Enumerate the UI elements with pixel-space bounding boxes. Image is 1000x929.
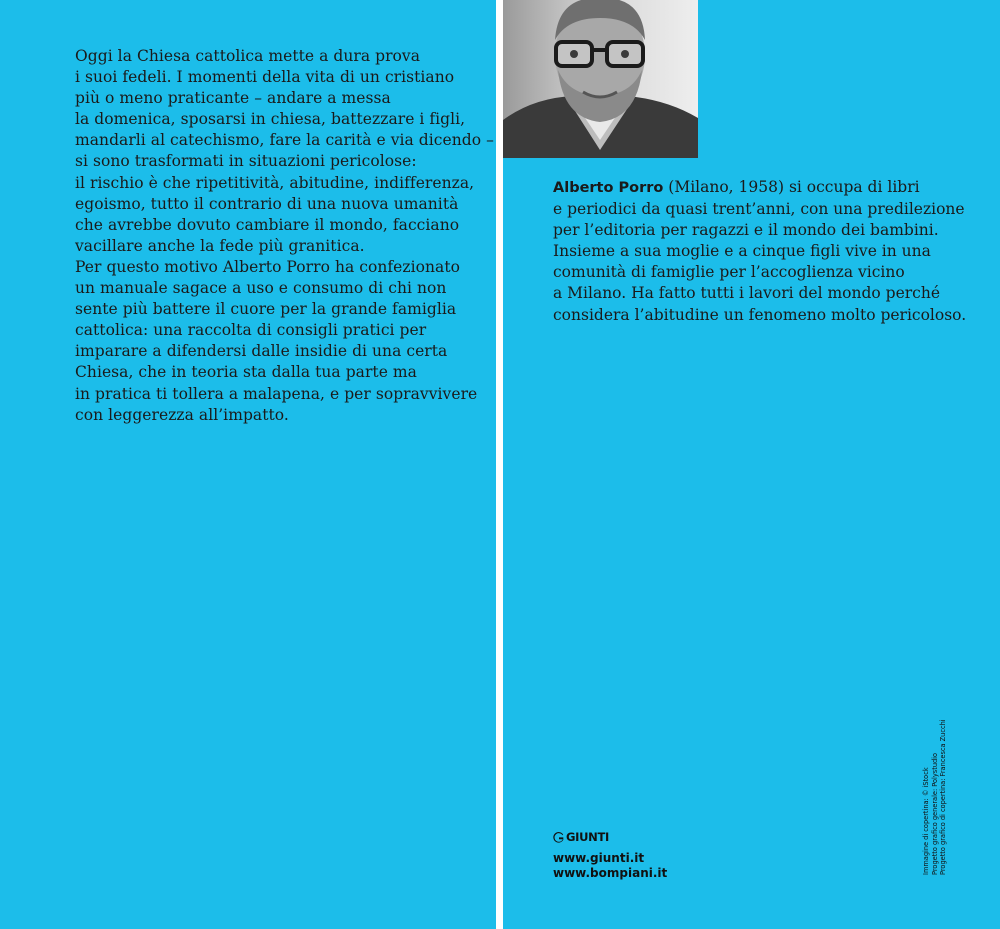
credit-line: Progetto grafico generale: Polystudio <box>930 752 939 875</box>
blurb-line: con leggerezza all’impatto. <box>75 405 289 424</box>
blurb-line: si sono trasformati in situazioni pericolose: <box>75 152 417 171</box>
blurb-text <box>75 46 494 426</box>
bio-line: Insieme a sua moglie e a cinque figli vive in una <box>553 242 931 261</box>
author-photo <box>503 0 698 158</box>
blurb-line: in pratica ti tollera a malapena, e per sopravvivere <box>75 384 478 403</box>
bio-first-line-rest: (Milano, 1958) si occupa di libri <box>663 178 920 196</box>
publisher-url-giunti[interactable]: www.giunti.it <box>553 850 645 865</box>
blurb-line: imparare a difendersi dalle insidie di una certa <box>75 342 448 361</box>
credit-line: Immagine di copertina: © iStock <box>922 767 930 875</box>
blurb-line: cattolica: una raccolta di consigli pratici per <box>75 321 427 340</box>
author-name: Alberto Porro <box>553 180 664 196</box>
bio-line: considera l’abitudine un fenomeno molto pericoloso. <box>553 305 967 324</box>
cover-credits <box>922 719 948 875</box>
publisher-block <box>553 830 667 882</box>
blurb-line: la domenica, sposarsi in chiesa, battezzare i figli, <box>75 110 466 129</box>
blurb-line: che avrebbe dovuto cambiare il mondo, facciano <box>75 215 460 234</box>
blurb-line: egoismo, tutto il contrario di una nuova umanità <box>75 194 459 213</box>
publisher-url-bompiani[interactable]: www.bompiani.it <box>553 866 668 880</box>
blurb-line: più o meno praticante – andare a messa <box>75 89 391 108</box>
publisher-logo <box>553 830 667 846</box>
bio-line: e periodici da quasi trent’anni, con una predilezione <box>553 200 965 219</box>
blurb-line: un manuale sagace a uso e consumo di chi non <box>75 279 447 298</box>
blurb-line: Chiesa, che in teoria sta dalla tua parte ma <box>75 363 417 382</box>
bio-first-line <box>553 177 966 199</box>
blurb-line: i suoi fedeli. I momenti della vita di un cristiano <box>75 68 455 87</box>
flap-divider <box>496 0 503 929</box>
giunti-logo-icon <box>553 832 564 843</box>
blurb-line: vacillare anche la fede più granitica. <box>75 236 365 255</box>
bio-line: per l’editoria per ragazzi e il mondo dei bambini. <box>553 221 939 240</box>
bio-line: comunità di famiglie per l’accoglienza vicino <box>553 263 905 282</box>
blurb-line: il rischio è che ripetitività, abitudine, indifferenza, <box>75 173 475 192</box>
publisher-logo-text: GIUNTI <box>566 830 610 844</box>
blurb-line: sente più battere il cuore per la grande famiglia <box>75 300 457 319</box>
blurb-line: Per questo motivo Alberto Porro ha confezionato <box>75 257 460 276</box>
bio-line: a Milano. Ha fatto tutti i lavori del mondo perché <box>553 284 941 303</box>
blurb-line: Oggi la Chiesa cattolica mette a dura prova <box>75 47 421 65</box>
author-bio <box>553 177 966 326</box>
credit-line: Progetto grafico di copertina: Francesca Zucchi <box>939 719 948 875</box>
blurb-line: mandarli al catechismo, fare la carità e via dicendo – <box>75 131 494 150</box>
